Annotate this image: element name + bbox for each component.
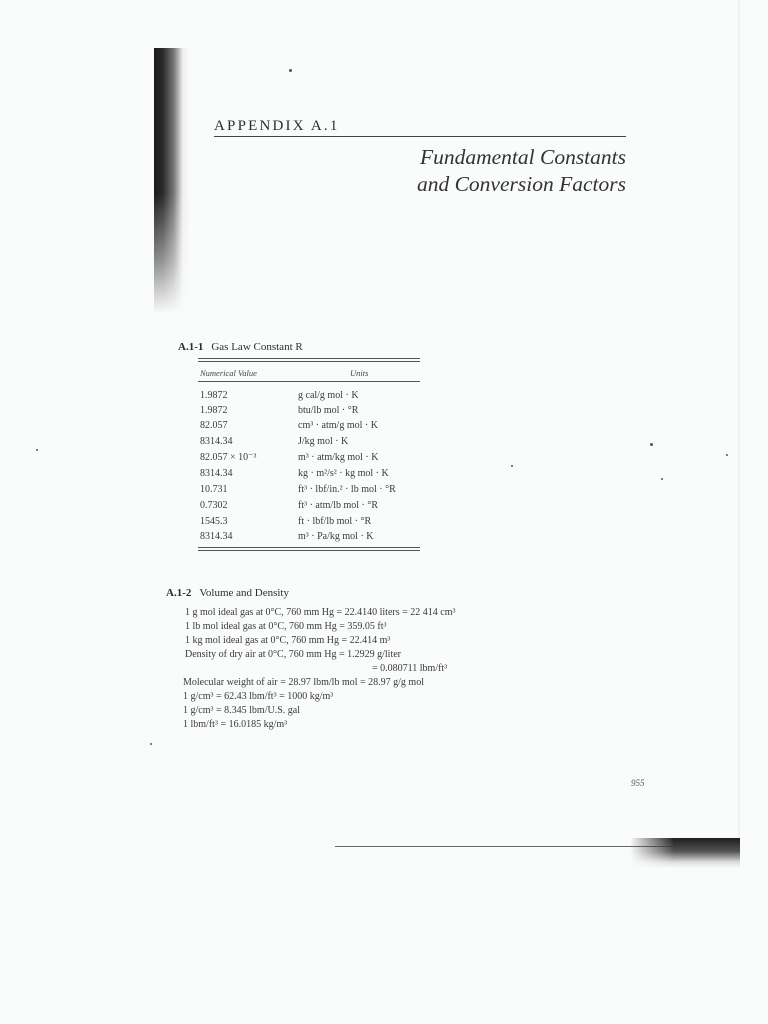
table-cell-units: m³ · atm/kg mol · K <box>298 452 379 463</box>
table-cell-value: 8314.34 <box>200 468 233 479</box>
scan-shadow-left <box>154 48 190 313</box>
volume-density-line: = 0.080711 lbm/ft³ <box>372 663 448 674</box>
table-cell-value: 10.731 <box>200 484 228 495</box>
table-row <box>0 468 768 483</box>
table-bottom-rule <box>198 550 420 551</box>
table-cell-value: 82.057 × 10⁻³ <box>200 452 257 463</box>
table-header-rule <box>198 381 420 382</box>
volume-density-line: 1 kg mol ideal gas at 0°C, 760 mm Hg = 22.414 m³ <box>185 635 391 646</box>
volume-density-line: Molecular weight of air = 28.97 lbm/lb mol = 28.97 g/g mol <box>183 677 424 688</box>
table-row <box>0 390 768 405</box>
table-row <box>0 531 768 546</box>
table-cell-value: 8314.34 <box>200 436 233 447</box>
table-row <box>0 405 768 420</box>
table-cell-value: 1.9872 <box>200 405 228 416</box>
gas-law-section-number: A.1-1 <box>178 341 204 353</box>
table-cell-units: m³ · Pa/kg mol · K <box>298 531 374 542</box>
table-cell-units: J/kg mol · K <box>298 436 349 447</box>
chapter-title-line-1: Fundamental Constants <box>419 145 626 169</box>
column-header-units: Units <box>350 368 369 378</box>
table-row <box>0 436 768 451</box>
table-cell-units: g cal/g mol · K <box>298 390 359 401</box>
scan-shadow-bottom <box>630 838 740 868</box>
table-bottom-rule <box>198 547 420 548</box>
table-cell-units: ft · lbf/lb mol · °R <box>298 516 372 527</box>
chapter-title-line-2: and Conversion Factors <box>416 172 626 196</box>
table-row <box>0 484 768 499</box>
gas-law-section-heading <box>178 341 303 353</box>
volume-density-section-heading <box>166 587 289 599</box>
volume-density-line: Density of dry air at 0°C, 760 mm Hg = 1.2929 g/liter <box>185 649 402 660</box>
volume-density-line: 1 g/cm³ = 8.345 lbm/U.S. gal <box>183 705 300 716</box>
table-cell-units: ft³ · atm/lb mol · °R <box>298 500 379 511</box>
table-cell-value: 0.7302 <box>200 500 228 511</box>
title-rule <box>214 136 626 137</box>
table-cell-units: ft³ · lbf/in.² · lb mol · °R <box>298 484 396 495</box>
table-row <box>0 516 768 531</box>
table-row <box>0 452 768 467</box>
table-cell-value: 8314.34 <box>200 531 233 542</box>
table-top-rule <box>198 358 420 359</box>
gas-law-section-title: Gas Law Constant R <box>211 341 303 353</box>
table-cell-value: 1.9872 <box>200 390 228 401</box>
table-cell-value: 1545.3 <box>200 516 228 527</box>
appendix-label: APPENDIX A.1 <box>214 118 340 134</box>
page-number: 955 <box>631 778 645 788</box>
volume-density-line: 1 lb mol ideal gas at 0°C, 760 mm Hg = 359.05 ft³ <box>185 621 387 632</box>
scan-speck <box>289 69 292 72</box>
volume-density-line: 1 g mol ideal gas at 0°C, 760 mm Hg = 22.4140 liters = 22 414 cm³ <box>185 607 456 618</box>
table-top-rule <box>198 361 420 362</box>
volume-density-line: 1 g/cm³ = 62.43 lbm/ft³ = 1000 kg/m³ <box>183 691 334 702</box>
volume-density-line: 1 lbm/ft³ = 16.0185 kg/m³ <box>183 719 288 730</box>
table-row <box>0 500 768 515</box>
table-cell-units: kg · m²/s² · kg mol · K <box>298 468 389 479</box>
table-cell-value: 82.057 <box>200 420 228 431</box>
column-header-value: Numerical Value <box>200 368 257 378</box>
table-cell-units: btu/lb mol · °R <box>298 405 359 416</box>
volume-density-section-number: A.1-2 <box>166 587 192 599</box>
table-row <box>0 420 768 435</box>
volume-density-section-title: Volume and Density <box>199 587 289 599</box>
scan-speck <box>150 743 152 745</box>
table-cell-units: cm³ · atm/g mol · K <box>298 420 378 431</box>
chapter-title <box>417 144 626 198</box>
